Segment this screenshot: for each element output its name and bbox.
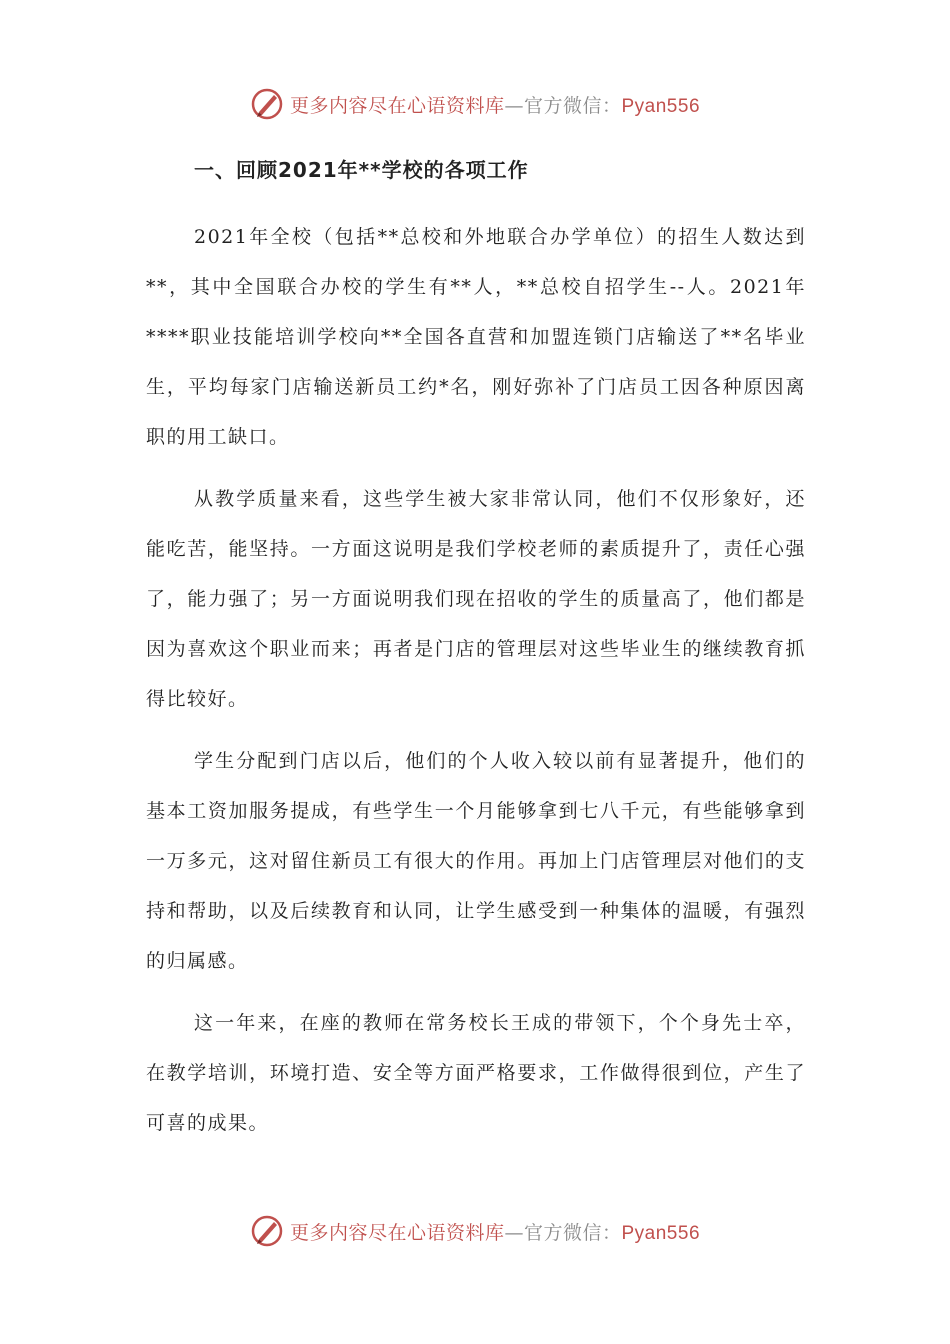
banner-wechat-id: Pyan556 bbox=[621, 95, 701, 117]
banner-wechat-label: 官方微信： bbox=[523, 1221, 622, 1244]
paragraph-income: 学生分配到门店以后，他们的个人收入较以前有显著提升，他们的基本工资加服务提成，有些学生一个月能够拿到七八千元，有些能够拿到一万多元，这对留住新员工有很大的作用。再加上门店管理层对他们的支持和帮助，以及后续教育和认同，让学生感受到一种集体的温暖，有强烈的归属感。 bbox=[146, 750, 806, 972]
document-body bbox=[146, 150, 806, 1160]
footer-banner bbox=[0, 1211, 950, 1251]
banner-wechat-id: Pyan556 bbox=[621, 1222, 701, 1244]
pen-logo-icon bbox=[250, 1214, 284, 1248]
banner-dash: — bbox=[504, 94, 524, 117]
banner-text bbox=[290, 91, 700, 118]
paragraph-teachers: 这一年来，在座的教师在常务校长王成的带领下，个个身先士卒，在教学培训，环境打造、安全等方面严格要求，工作做得很到位，产生了可喜的成果。 bbox=[146, 1012, 806, 1134]
banner-main-text: 更多内容尽在心语资料库 bbox=[289, 94, 505, 117]
paragraph-enrollment: 2021年全校（包括**总校和外地联合办学单位）的招生人数达到**，其中全国联合办校的学生有**人，**总校自招学生--人。2021年****职业技能培训学校向**全国各直营和加盟连锁门店输送了**名毕业生，平均每家门店输送新员工约*名，刚好弥补了门店员工因各种原因离职的用工缺口。 bbox=[146, 226, 806, 448]
banner-main-text: 更多内容尽在心语资料库 bbox=[289, 1221, 505, 1244]
banner-text bbox=[290, 1218, 700, 1245]
banner-dash: — bbox=[504, 1221, 524, 1244]
paragraph-teaching-quality: 从教学质量来看，这些学生被大家非常认同，他们不仅形象好，还能吃苦，能坚持。一方面这说明是我们学校老师的素质提升了，责任心强了，能力强了；另一方面说明我们现在招收的学生的质量高了，他们都是因为喜欢这个职业而来；再者是门店的管理层对这些毕业生的继续教育抓得比较好。 bbox=[146, 488, 806, 710]
pen-logo-icon bbox=[250, 87, 284, 121]
header-banner bbox=[0, 84, 950, 124]
section-heading: 一、回顾2021年**学校的各项工作 bbox=[194, 158, 529, 182]
banner-wechat-label: 官方微信： bbox=[523, 94, 622, 117]
